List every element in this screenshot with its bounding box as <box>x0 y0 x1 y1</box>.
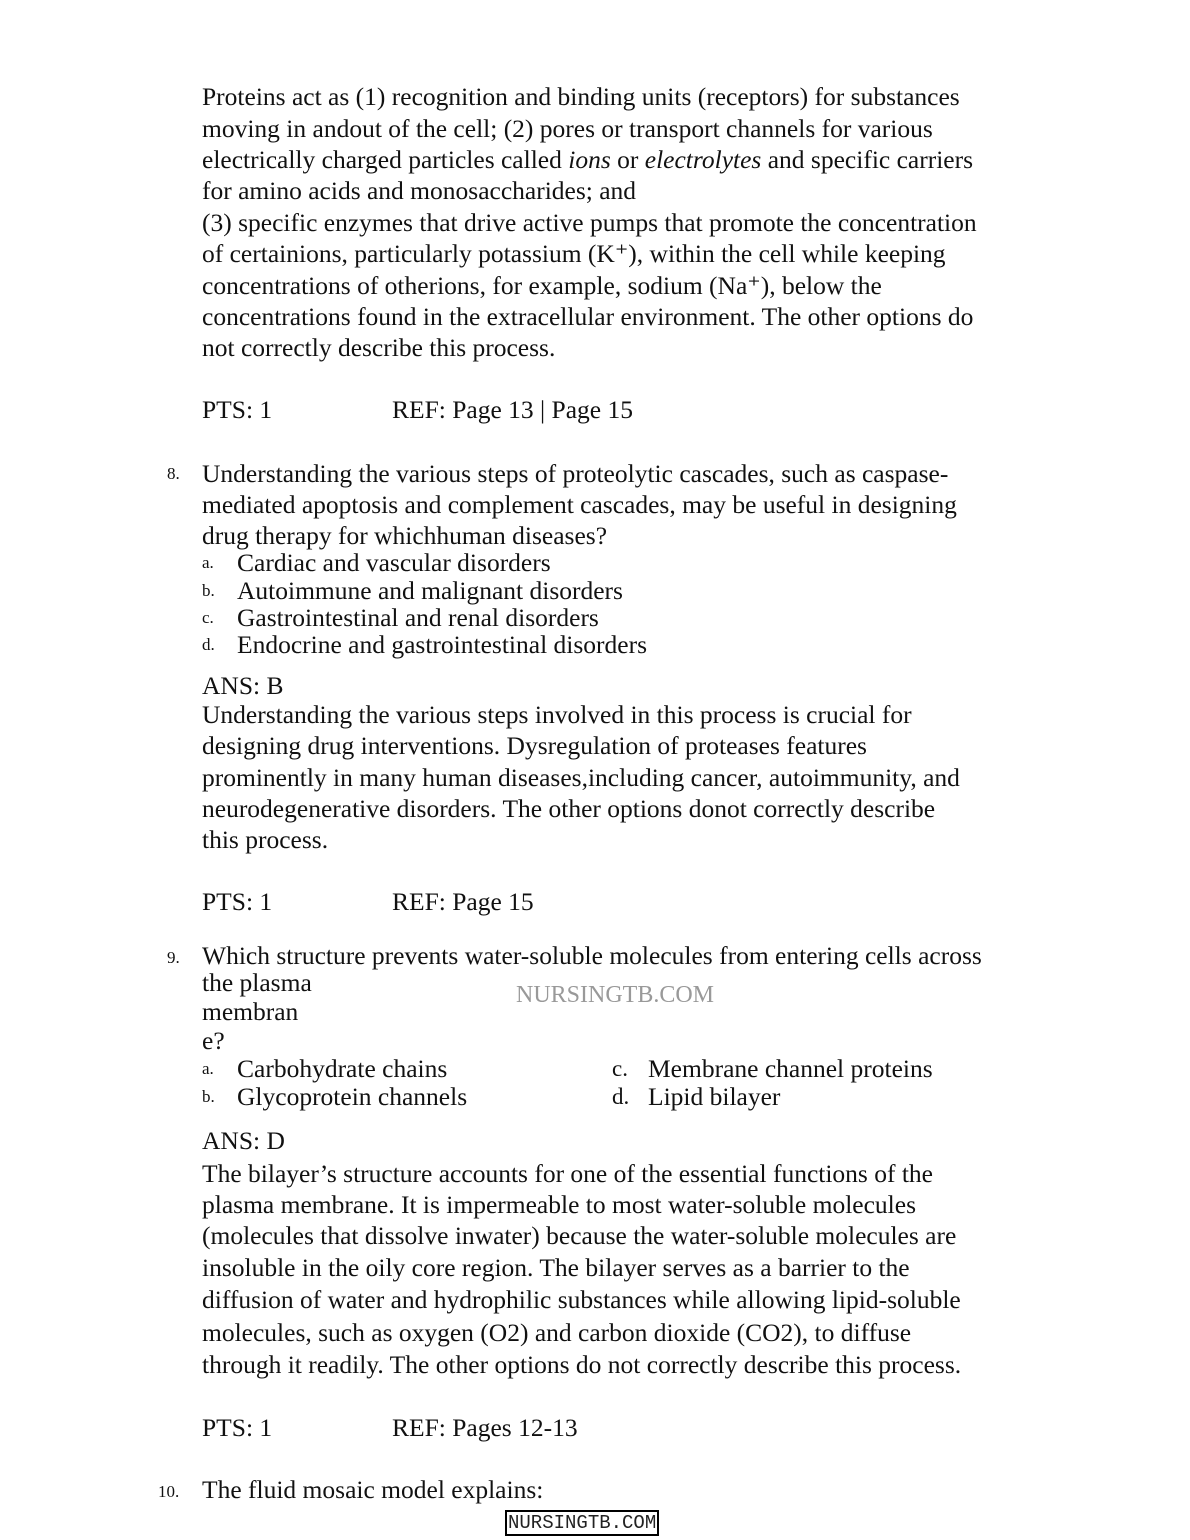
explanation-line: diffusion of water and hydrophilic substances while allowing lipid-soluble <box>202 1285 961 1314</box>
option-text: Membrane channel proteins <box>648 1054 933 1083</box>
explanation-line: Understanding the various steps involved in this process is crucial for <box>202 700 912 729</box>
explanation-line: through it readily. The other options do not correctly describe this process. <box>202 1350 962 1379</box>
option-label: d. <box>202 635 215 654</box>
text-segment: electrically charged particles called <box>202 145 569 174</box>
text-segment: and specific carriers <box>761 145 974 174</box>
explanation-line: The bilayer’s structure accounts for one of the essential functions of the <box>202 1159 933 1188</box>
explanation-line: prominently in many human diseases,including cancer, autoimmunity, and <box>202 763 960 792</box>
option-label: c. <box>612 1056 628 1081</box>
option-text: Autoimmune and malignant disorders <box>237 576 623 605</box>
question-number: 9. <box>167 948 180 967</box>
italic-term: ions <box>568 145 611 174</box>
option-text: Carbohydrate chains <box>237 1054 448 1083</box>
option-text: Gastrointestinal and renal disorders <box>237 603 599 632</box>
explanation-line: (molecules that dissolve inwater) because the water-soluble molecules are <box>202 1221 957 1250</box>
question-number: 10. <box>158 1482 180 1501</box>
explanation-line: concentrations of otherions, for example, sodium (Na⁺), below the <box>202 271 882 300</box>
explanation-line: concentrations found in the extracellular environment. The other options do <box>202 302 974 331</box>
explanation-line: moving in andout of the cell; (2) pores or transport channels for various <box>202 114 933 143</box>
question-line: the plasma <box>202 968 312 997</box>
option-text: Glycoprotein channels <box>237 1082 468 1111</box>
reference-label: REF: Page 13 | Page 15 <box>392 395 633 424</box>
option-label: d. <box>612 1084 630 1109</box>
explanation-line: this process. <box>202 825 329 854</box>
option-label: a. <box>202 553 214 572</box>
answer-label: ANS: D <box>202 1126 285 1155</box>
question-number: 8. <box>167 464 180 483</box>
points-label: PTS: 1 <box>202 887 273 916</box>
option-text: Endocrine and gastrointestinal disorders <box>237 630 648 659</box>
explanation-line: not correctly describe this process. <box>202 333 556 362</box>
option-label: c. <box>202 608 214 627</box>
option-text: Lipid bilayer <box>648 1082 781 1111</box>
explanation-line: plasma membrane. It is impermeable to most water-soluble molecules <box>202 1190 916 1219</box>
explanation-line: insoluble in the oily core region. The bilayer serves as a barrier to the <box>202 1253 910 1282</box>
reference-label: REF: Pages 12-13 <box>392 1413 578 1442</box>
question-line: e? <box>202 1026 225 1055</box>
explanation-line: neurodegenerative disorders. The other options donot correctly describe <box>202 794 936 823</box>
explanation-line <box>202 147 973 173</box>
explanation-line: for amino acids and monosaccharides; and <box>202 176 637 205</box>
question-line: Understanding the various steps of proteolytic cascades, such as caspase- <box>202 459 949 488</box>
option-label: a. <box>202 1059 214 1078</box>
explanation-line: molecules, such as oxygen (O2) and carbon dioxide (CO2), to diffuse <box>202 1318 912 1347</box>
explanation-line: Proteins act as (1) recognition and binding units (receptors) for substances <box>202 82 960 111</box>
question-line: The fluid mosaic model explains: <box>202 1475 544 1504</box>
option-label: b. <box>202 1087 215 1106</box>
question-line: membran <box>202 997 299 1026</box>
points-label: PTS: 1 <box>202 395 273 424</box>
option-label: b. <box>202 581 215 600</box>
watermark: NURSINGTB.COM <box>516 982 715 1008</box>
text-segment: or <box>610 145 645 174</box>
italic-term: electrolytes <box>644 145 762 174</box>
option-text: Cardiac and vascular disorders <box>237 548 551 577</box>
reference-label: REF: Page 15 <box>392 887 534 916</box>
question-line: drug therapy for whichhuman diseases? <box>202 521 608 550</box>
explanation-line: designing drug interventions. Dysregulation of proteases features <box>202 731 867 760</box>
explanation-line: (3) specific enzymes that drive active pumps that promote the concentration <box>202 208 977 237</box>
question-line: mediated apoptosis and complement cascades, may be useful in designing <box>202 490 957 519</box>
answer-label: ANS: B <box>202 671 284 700</box>
explanation-line: of certainions, particularly potassium (K⁺), within the cell while keeping <box>202 239 946 268</box>
question-line: Which structure prevents water-soluble molecules from entering cells across <box>202 941 982 970</box>
points-label: PTS: 1 <box>202 1413 273 1442</box>
footer-watermark: NURSINGTB.COM <box>505 1510 659 1536</box>
